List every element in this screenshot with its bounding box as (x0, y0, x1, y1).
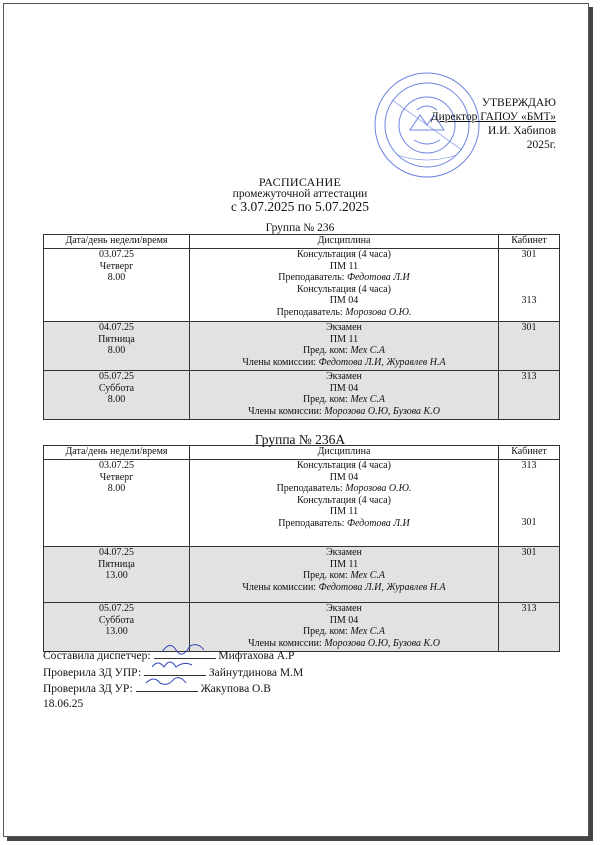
discipline-line (192, 483, 496, 495)
discipline-line: Экзамен (326, 371, 362, 382)
column-header: Дата/день недели/время (44, 235, 190, 249)
approval-line4: 2025г. (526, 139, 556, 151)
signature-line-dispatcher: Составила диспетчер: Мифтахова А.Р (43, 647, 303, 664)
group-title: Группа № 236 (265, 222, 335, 234)
room-number: 313 (521, 371, 537, 382)
room-cell (499, 249, 560, 322)
discipline-line: ПМ 04 (329, 382, 359, 394)
person-name: Морозова О.Ю. (345, 483, 412, 494)
discipline-line: ПМ 11 (329, 260, 359, 272)
approval-line2: Директор ГАПОУ «БМТ» (430, 111, 556, 123)
table-row (44, 322, 560, 371)
signature-line-ur: Проверила ЗД УР: Жакупова О.В (43, 680, 303, 697)
discipline-line: Консультация (4 часа) (297, 460, 391, 471)
person-name: Мех С.А (350, 394, 386, 405)
row-date: 03.07.25 (99, 249, 134, 260)
column-header: Дата/день недели/время (44, 446, 190, 460)
date-cell (44, 249, 190, 322)
room-number: 313 (521, 294, 537, 306)
row-time: 8.00 (107, 272, 126, 283)
discipline-cell (190, 460, 499, 547)
discipline-cell (190, 547, 499, 603)
discipline-line: Экзамен (326, 547, 362, 558)
row-time: 13.00 (105, 570, 128, 581)
person-name: Морозова О.Ю, Бузова К.О (324, 637, 440, 649)
discipline-line: ПМ 11 (329, 333, 359, 345)
discipline-line (192, 570, 496, 582)
table-row (44, 547, 560, 603)
table-row (44, 460, 560, 547)
signature-line-upr: Проверила ЗД УПР: Зайнутдинова М.М (43, 664, 303, 681)
line-prefix: Преподаватель: (278, 272, 347, 283)
discipline-line (192, 582, 496, 594)
line-prefix: Члены комиссии: (242, 356, 319, 368)
approval-line3: И.И. Хабипов (488, 125, 556, 137)
line-prefix: Преподаватель: (278, 517, 347, 529)
table-header-row (44, 235, 560, 249)
room-number: 313 (521, 460, 537, 471)
room-cell (499, 603, 560, 652)
row-date: 05.07.25 (99, 371, 134, 382)
person-name: Мех С.А (350, 345, 386, 356)
discipline-line (192, 272, 496, 284)
person-name: Федотова Л.И (346, 272, 410, 283)
line-prefix: Члены комиссии: (248, 637, 325, 649)
column-header: Кабинет (499, 235, 560, 249)
line-prefix: Преподаватель: (276, 483, 346, 494)
line-prefix: Члены комиссии: (242, 581, 319, 593)
document-date: 18.06.25 (43, 697, 84, 710)
table-row (44, 603, 560, 652)
row-day: Четверг (99, 471, 134, 483)
date-cell (44, 460, 190, 547)
column-header: Кабинет (499, 446, 560, 460)
discipline-line (192, 406, 496, 418)
line-prefix: Члены комиссии: (248, 405, 325, 417)
row-day: Четверг (99, 260, 134, 272)
person-name: Мех С.А (350, 626, 386, 637)
discipline-line: ПМ 04 (329, 614, 359, 626)
heading-line3: с 3.07.2025 по 5.07.2025 (230, 199, 370, 214)
row-date: 04.07.25 (99, 547, 134, 558)
discipline-line (192, 307, 496, 319)
person-name: Мех С.А (350, 570, 386, 581)
person-name: Федотова Л.И, Журавлев Н.А (318, 356, 446, 368)
row-time: 8.00 (107, 394, 126, 405)
row-time: 8.00 (107, 483, 126, 494)
row-date: 03.07.25 (99, 460, 134, 471)
person-name: Федотова Л.И, Журавлев Н.А (318, 581, 446, 593)
discipline-cell (190, 603, 499, 652)
line-prefix: Пред. ком: (302, 626, 351, 637)
table-header-row (44, 446, 560, 460)
line-prefix: Пред. ком: (302, 345, 351, 356)
signature-mark (136, 680, 198, 692)
room-cell (499, 322, 560, 371)
line-prefix: Преподаватель: (276, 306, 346, 318)
heading-line2: промежуточной аттестации (232, 188, 368, 200)
discipline-line (192, 518, 496, 530)
room-cell (499, 371, 560, 420)
room-cell (499, 547, 560, 603)
discipline-line (192, 394, 496, 406)
table-row (44, 249, 560, 322)
column-header: Дисциплина (190, 235, 499, 249)
discipline-line: ПМ 04 (329, 471, 359, 483)
schedule-table (43, 445, 560, 652)
group-title: Группа № 236А (254, 432, 346, 447)
row-day: Суббота (98, 382, 135, 394)
discipline-line: Экзамен (326, 322, 362, 333)
schedule-table (43, 234, 560, 420)
approval-line1: УТВЕРЖДАЮ (481, 97, 556, 109)
room-number: 301 (521, 249, 537, 260)
room-number: 301 (521, 547, 537, 558)
discipline-line: Консультация (4 часа) (297, 494, 391, 506)
person-name: Морозова О.Ю, Бузова К.О (324, 405, 440, 417)
person-name: Федотова Л.И (346, 517, 410, 529)
room-cell (499, 460, 560, 547)
person-name: Морозова О.Ю. (345, 306, 412, 318)
heading-line1: РАСПИСАНИЕ (258, 175, 342, 189)
discipline-line: ПМ 04 (329, 295, 359, 306)
row-time: 13.00 (105, 626, 128, 637)
date-cell (44, 547, 190, 603)
discipline-line (192, 357, 496, 369)
discipline-cell (190, 322, 499, 371)
room-number: 313 (521, 603, 537, 614)
line-prefix: Пред. ком: (302, 570, 351, 581)
table-row (44, 371, 560, 420)
discipline-line (192, 345, 496, 357)
discipline-line: Экзамен (326, 603, 362, 614)
row-day: Пятница (98, 333, 135, 345)
column-header: Дисциплина (190, 446, 499, 460)
discipline-line: ПМ 11 (329, 506, 359, 517)
row-date: 04.07.25 (99, 322, 134, 333)
discipline-cell (190, 371, 499, 420)
row-day: Пятница (98, 558, 135, 570)
row-time: 8.00 (107, 345, 126, 356)
discipline-line: ПМ 11 (329, 558, 359, 570)
discipline-line (192, 626, 496, 638)
discipline-line: Консультация (4 часа) (297, 249, 391, 260)
room-number: 301 (521, 322, 537, 333)
discipline-cell (190, 249, 499, 322)
line-prefix: Пред. ком: (302, 394, 351, 405)
row-day: Суббота (98, 614, 135, 626)
row-date: 05.07.25 (99, 603, 134, 614)
room-number: 301 (521, 516, 537, 528)
signatures-block (43, 647, 303, 711)
approval-block (431, 96, 556, 152)
schedule-heading (0, 176, 600, 214)
date-cell (44, 371, 190, 420)
discipline-line: Консультация (4 часа) (297, 283, 391, 295)
date-cell (44, 322, 190, 371)
